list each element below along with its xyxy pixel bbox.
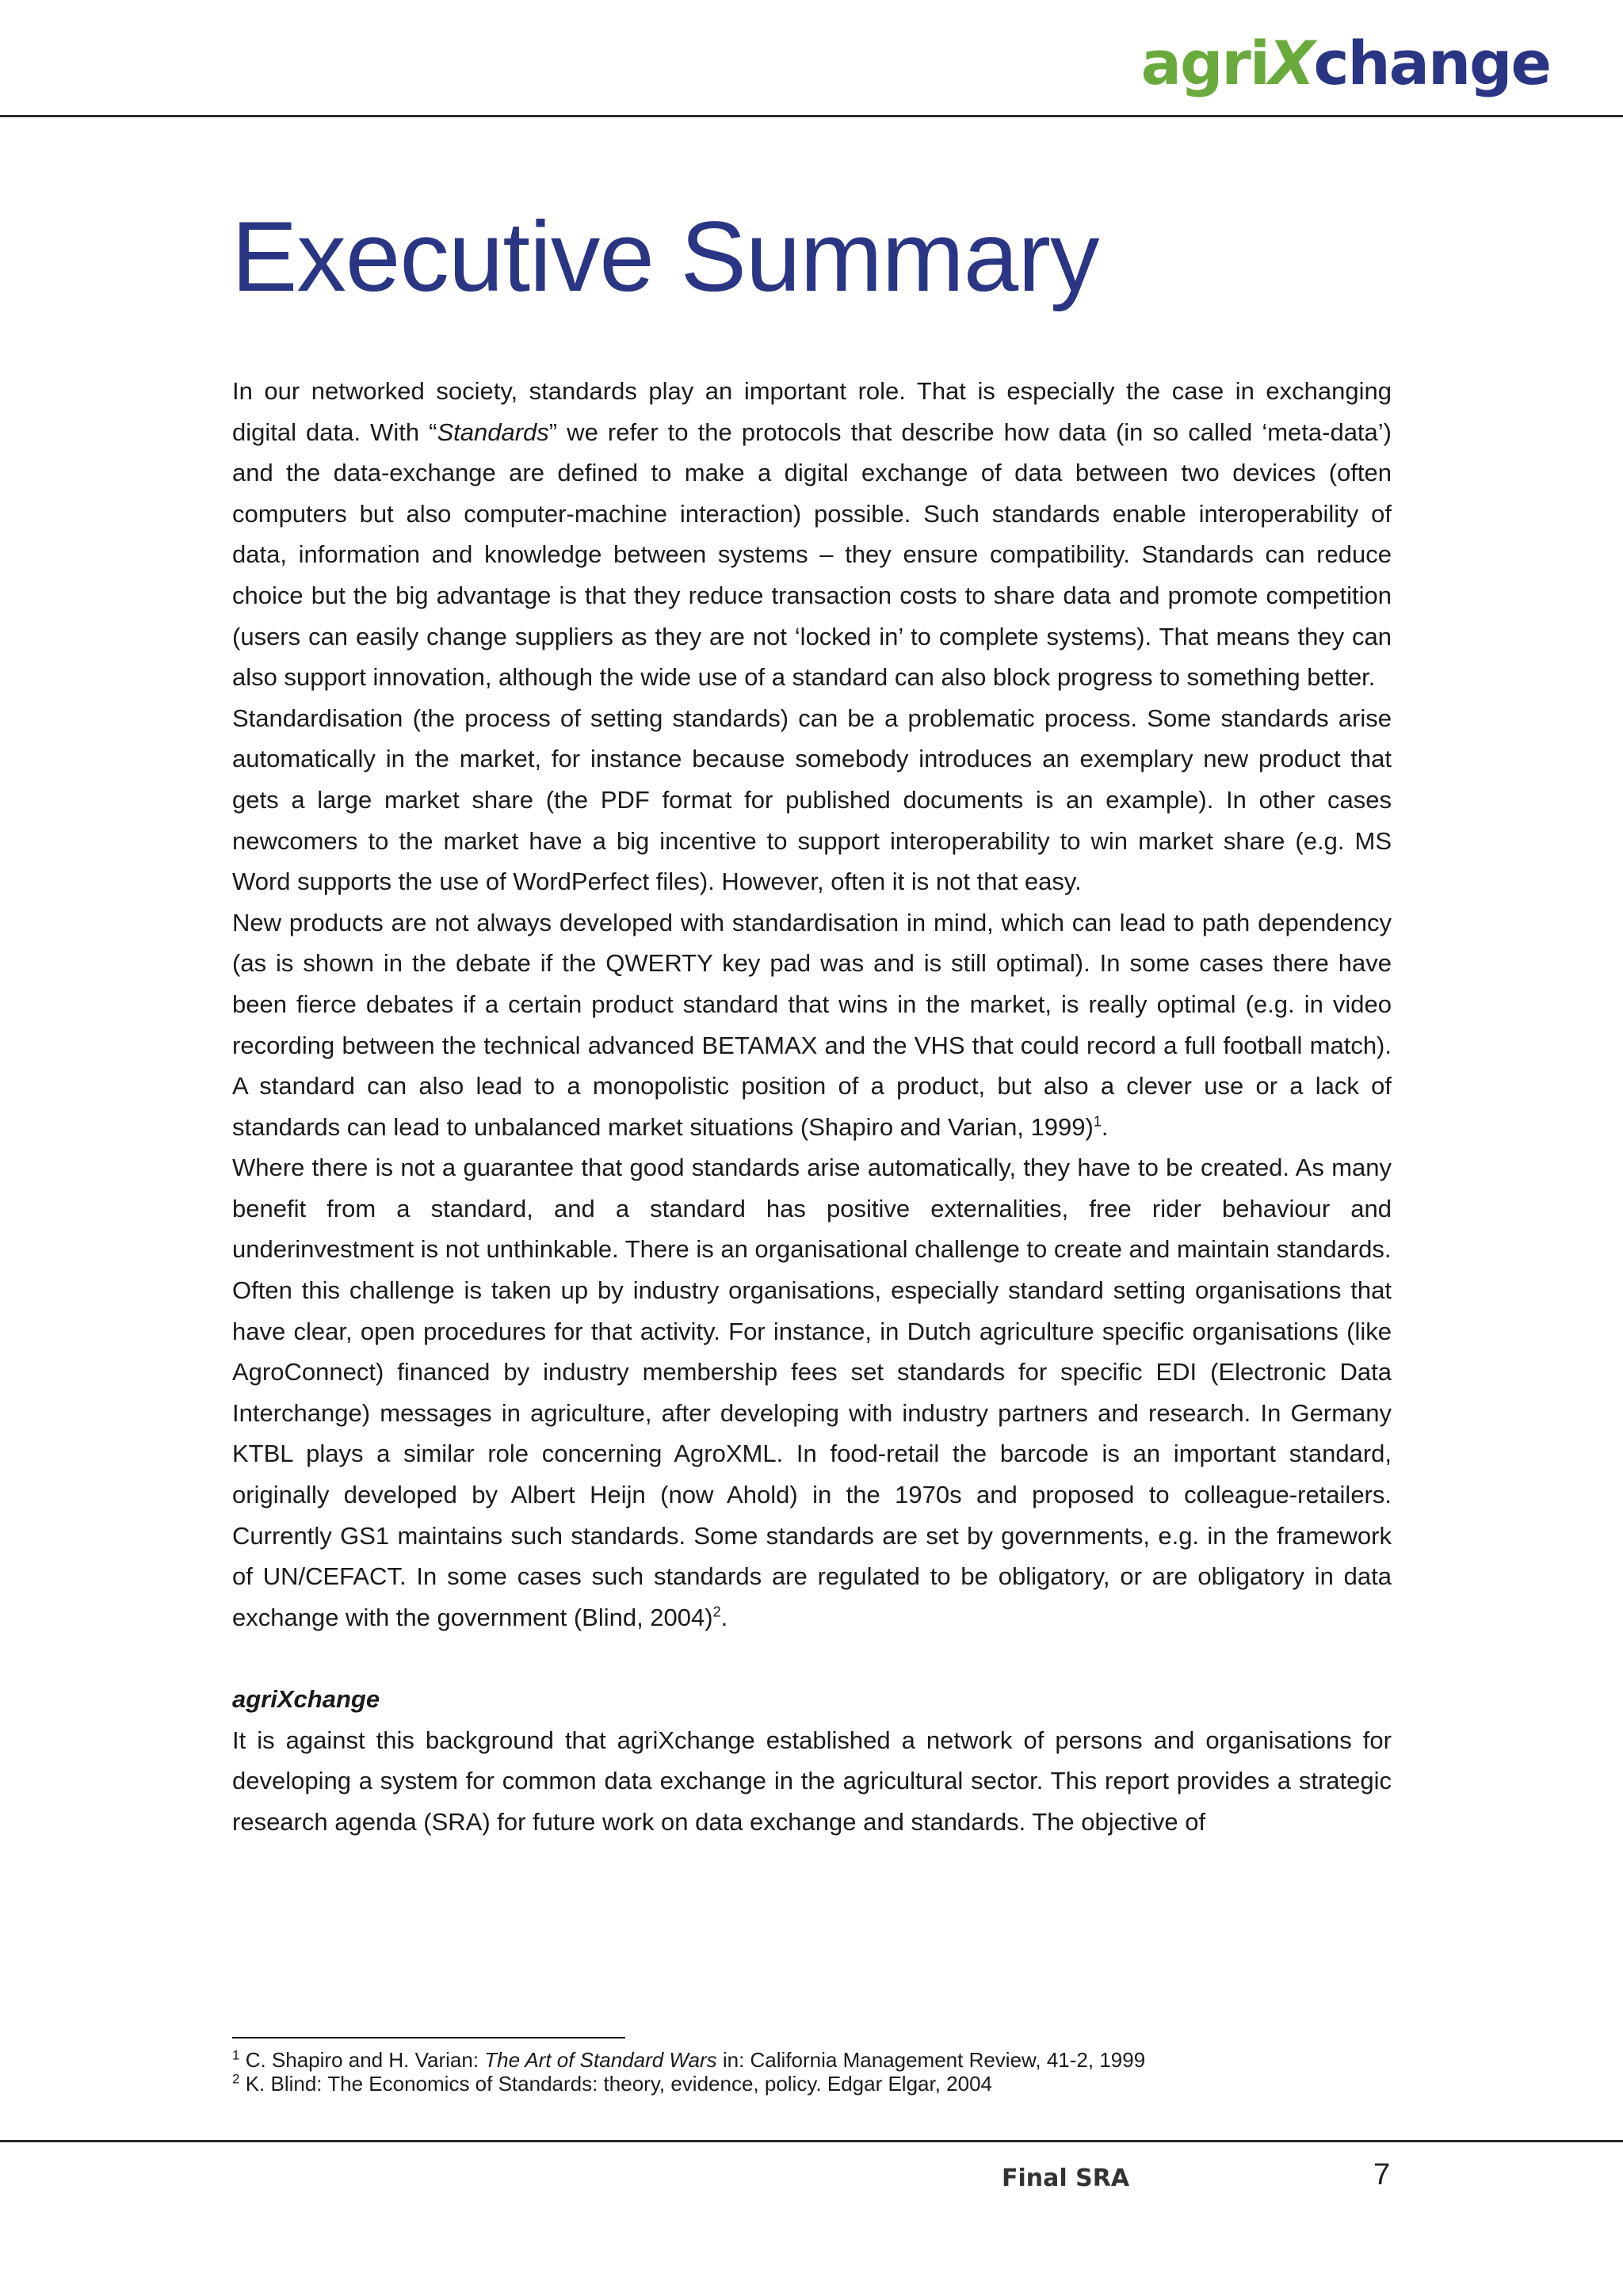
- logo-change-text: change: [1313, 28, 1550, 98]
- footnote-1-text-a: C. Shapiro and H. Varian:: [239, 2048, 485, 2072]
- footnote-1: [232, 2048, 1392, 2072]
- paragraph-2: Standardisation (the process of setting standards) can be a problematic process. Some standards arise automatically in the market, for instance because somebody introduces an exemplary new product that gets a large market share (the PDF format for published documents is an example). In other cases newcomers to the market have a big incentive to support interoperability to win market share (e.g. MS Word supports the use of WordPerfect files). However, often it is not that easy.: [232, 704, 1392, 896]
- footnote-1-text-b: in: California Management Review, 41-2, 1999: [716, 2048, 1146, 2072]
- footer-divider: [0, 2140, 1623, 2142]
- logo-x-mark: X: [1268, 28, 1314, 98]
- footer-label: Final SRA: [1002, 2164, 1130, 2192]
- footnote-1-emphasis: The Art of Standard Wars: [484, 2048, 717, 2072]
- footnote-1-number: 1: [232, 2047, 240, 2063]
- logo-agri-text: agri: [1140, 28, 1269, 98]
- footnote-2: [232, 2072, 1392, 2096]
- footnote-2-number: 2: [232, 2071, 240, 2087]
- paragraph-1-emphasis: Standards: [437, 418, 549, 446]
- page-number: 7: [1373, 2158, 1391, 2191]
- paragraph-3: [232, 902, 1392, 1148]
- body-text: [232, 371, 1392, 1842]
- paragraph-3-text: New products are not always developed with standardisation in mind, which can lead to path dependency (as is shown in the debate if the QWERTY key pad was and is still optimal). In some cases there have been fierce debates if a certain product standard that wins in the market, is really optimal (e.g. in video recording between the technical advanced BETAMAX and the VHS that could record a full football match). A standard can also lead to a monopolistic position of a product, but also a clever use or a lack of standards can lead to unbalanced market situations (Shapiro and Varian, 1999): [232, 908, 1392, 1141]
- footnote-2-text: K. Blind: The Economics of Standards: theory, evidence, policy. Edgar Elgar, 2004: [239, 2072, 993, 2096]
- header-divider: [0, 115, 1623, 117]
- paragraph-5-end: .: [720, 1603, 728, 1631]
- paragraph-1-text-a: In our networked society, standards play an important role. That is especially the case in exchanging digital data. With “: [232, 377, 1392, 446]
- footnote-ref-1[interactable]: 1: [1093, 1113, 1102, 1130]
- paragraph-4: Where there is not a guarantee that good standards arise automatically, they have to be created. As many benefit from a standard, and a standard has positive externalities, free rider behaviour and underinvestment is not unthinkable. There is an organisational challenge to create and maintain standards.: [232, 1154, 1392, 1264]
- paragraph-5: [232, 1270, 1392, 1638]
- footnote-ref-2[interactable]: 2: [712, 1604, 721, 1620]
- agrixchange-logo: [1140, 28, 1550, 98]
- paragraph-1: [232, 371, 1392, 698]
- section-subheading: agriXchange: [232, 1685, 380, 1713]
- footnotes: [232, 2048, 1392, 2096]
- footnote-divider: [232, 2037, 625, 2039]
- paragraph-5-text: Often this challenge is taken up by industry organisations, especially standard setting organisations that have clear, open procedures for that activity. For instance, in Dutch agriculture specific organisations (like AgroConnect) financed by industry membership fees set standards for specific EDI (Electronic Data Interchange) messages in agriculture, after developing with industry partners and research. In Germany KTBL plays a similar role concerning AgroXML. In food-retail the barcode is an important standard, originally developed by Albert Heijn (now Ahold) in the 1970s and proposed to colleague-retailers. Currently GS1 maintains such standards. Some standards are set by governments, e.g. in the framework of UN/CEFACT. In some cases such standards are regulated to be obligatory, or are obligatory in data exchange with the government (Blind, 2004): [232, 1276, 1392, 1631]
- paragraph-1-text-b: ” we refer to the protocols that describe how data (in so called ‘meta-data’) and the data-exchange are defined to make a digital exchange of data between two devices (often computers but also computer-machine interaction) possible. Such standards enable interoperability of data, information and knowledge between systems – they ensure compatibility. Standards can reduce choice but the big advantage is that they reduce transaction costs to share data and promote competition (users can easily change suppliers as they are not ‘locked in’ to complete systems). That means they can also support innovation, although the wide use of a standard can also block progress to something better.: [232, 418, 1392, 692]
- paragraph-3-end: .: [1101, 1112, 1109, 1141]
- paragraph-6: It is against this background that agriXchange established a network of persons and organisations for developing a system for common data exchange in the agricultural sector. This report provides a strategic research agenda (SRA) for future work on data exchange and standards. The objective of: [232, 1726, 1392, 1836]
- page-title: Executive Summary: [231, 202, 1099, 312]
